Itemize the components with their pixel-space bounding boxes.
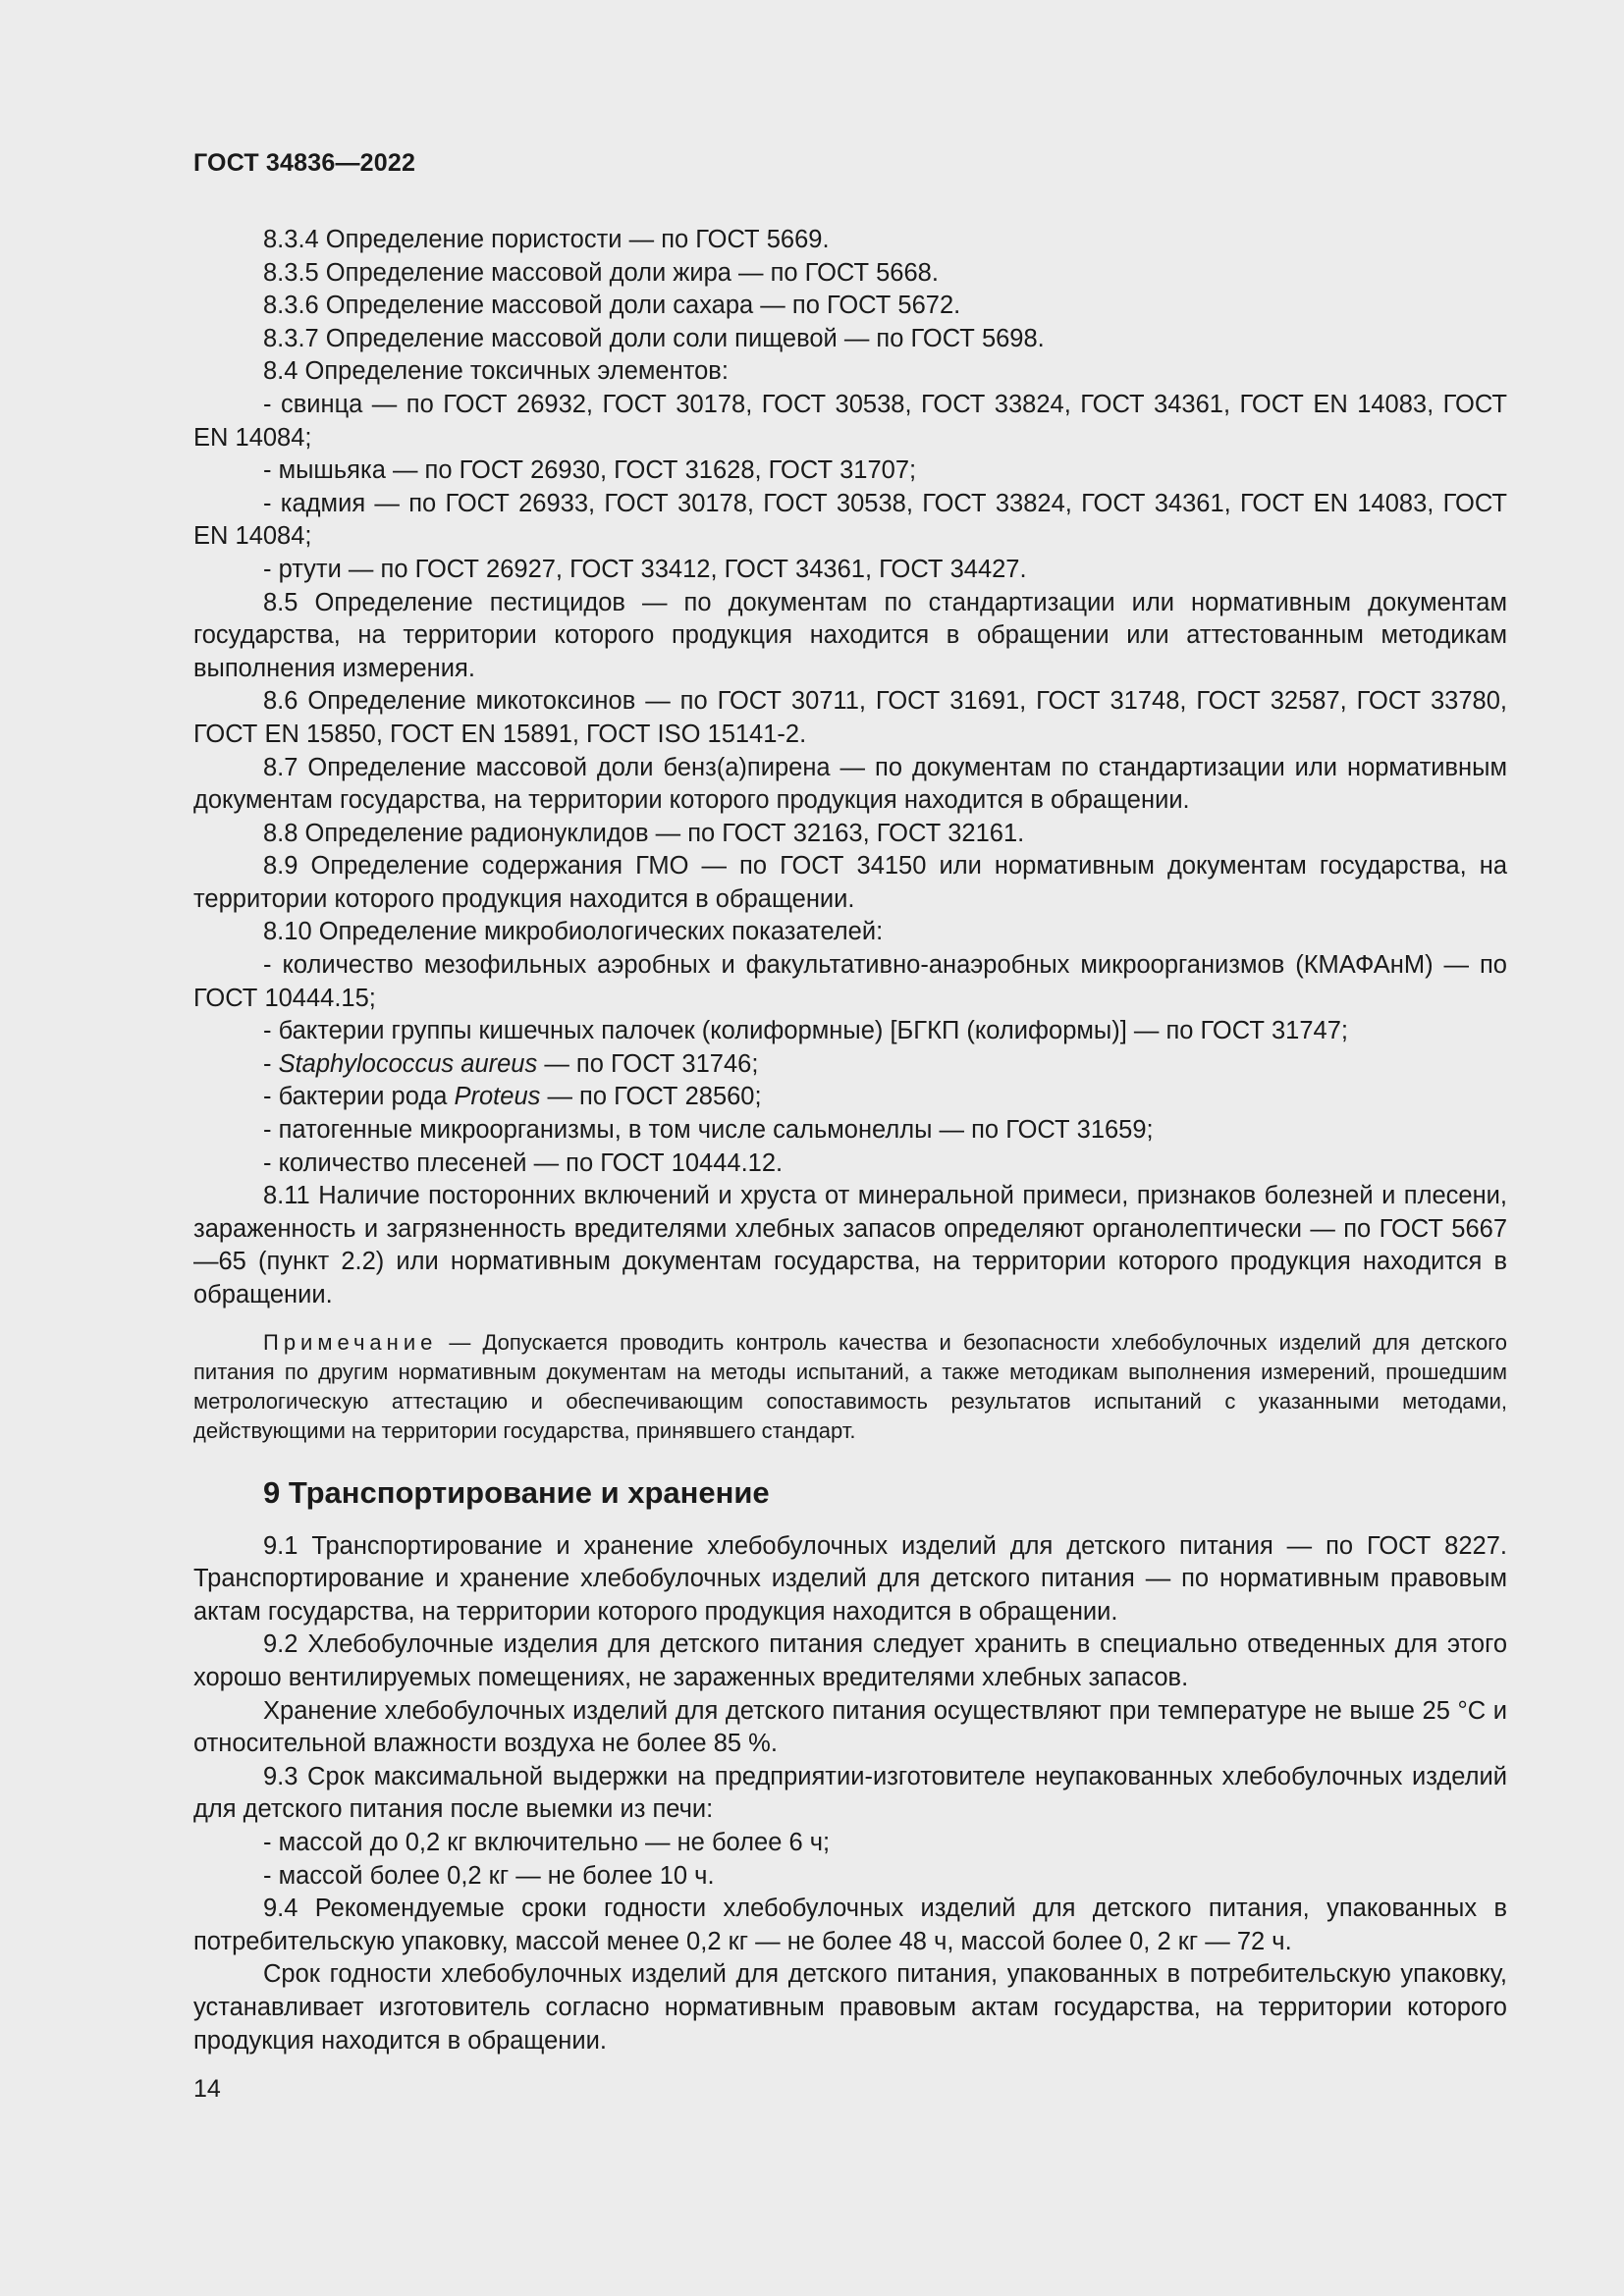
list-item-mass-under: - массой до 0,2 кг включительно — не более 6 ч; xyxy=(263,1828,831,1856)
clause-8-3-7: 8.3.7 Определение массовой доли соли пищевой — по ГОСТ 5698. xyxy=(263,324,1045,352)
list-item-kmafanm: - количество мезофильных аэробных и факультативно-анаэробных микроорганизмов (КМАФАнМ) — по ГОСТ 10444.15; xyxy=(193,951,1507,1012)
clause-8-7: 8.7 Определение массовой доли бенз(а)пирена — по документам по стандартизации или нормативным документам государства, на территории которого продукция находится в обращении. xyxy=(193,753,1507,815)
list-item-mercury: - ртути — по ГОСТ 26927, ГОСТ 33412, ГОСТ 34361, ГОСТ 34427. xyxy=(263,555,1027,583)
clause-8-4: 8.4 Определение токсичных элементов: xyxy=(263,357,729,386)
section-9-title: 9 Транспортирование и хранение xyxy=(263,1474,770,1510)
clause-9-2: 9.2 Хлебобулочные изделия для детского питания следует хранить в специально отведенных для этого хорошо вентилируемых помещениях, не зараженных вредителями хлебных запасов. xyxy=(193,1630,1507,1691)
clause-8-8: 8.8 Определение радионуклидов — по ГОСТ 32163, ГОСТ 32161. xyxy=(263,819,1025,847)
list-item-lead: - свинца — по ГОСТ 26932, ГОСТ 30178, ГОСТ 30538, ГОСТ 33824, ГОСТ 34361, ГОСТ EN 14083, ГОСТ EN 14084; xyxy=(193,390,1507,452)
shelf-life-note: Срок годности хлебобулочных изделий для детского питания, упакованных в потребительскую упаковку, устанавливает изготовитель согласно нормативным правовым актам государства, на территории которого продукция находится в обращении. xyxy=(193,1960,1507,2055)
list-item-mass-over: - массой более 0,2 кг — не более 10 ч. xyxy=(263,1861,715,1890)
list-item-proteus: - бактерии рода Proteus — по ГОСТ 28560; xyxy=(263,1083,762,1111)
list-item-arsenic: - мышьяка — по ГОСТ 26930, ГОСТ 31628, ГОСТ 31707; xyxy=(263,456,917,485)
list-item-cadmium: - кадмия — по ГОСТ 26933, ГОСТ 30178, ГОСТ 30538, ГОСТ 33824, ГОСТ 34361, ГОСТ EN 14083, ГОСТ EN 14084; xyxy=(193,489,1507,551)
note-label: Примечание xyxy=(263,1329,438,1355)
clause-8-3-5: 8.3.5 Определение массовой доли жира — по ГОСТ 5668. xyxy=(263,258,939,287)
clause-9-4: 9.4 Рекомендуемые сроки годности хлебобулочных изделий для детского питания, упакованных в потребительскую упаковку, массой менее 0,2 кг — не более 48 ч, массой более 0, 2 кг — 72 ч. xyxy=(193,1895,1507,1955)
clause-8-5: 8.5 Определение пестицидов — по документам по стандартизации или нормативным документам государства, на территории которого продукция находится в обращении или аттестованным методикам выполнения измерения. xyxy=(193,588,1507,682)
clause-8-11: 8.11 Наличие посторонних включений и хруста от минеральной примеси, признаков болезней и плесени, зараженность и загрязненность вредителями хлебных запасов определяют органолептически — по ГОСТ 5667—65 (пункт 2.2) или нормативным документам государства, на территории которого продукция находится в обращении. xyxy=(193,1182,1507,1308)
clause-9-1: 9.1 Транспортирование и хранение хлебобулочных изделий для детского питания — по ГОСТ 8227. Транспортирование и хранение хлебобулочных изделий для детского питания — по нормативным правовым актам государства, на территории которого продукция находится в обращении. xyxy=(193,1531,1507,1626)
clause-8-3-4: 8.3.4 Определение пористости — по ГОСТ 5669. xyxy=(263,226,830,253)
list-item-molds: - количество плесеней — по ГОСТ 10444.12. xyxy=(263,1148,784,1177)
list-item-staphylococcus: - Staphylococcus aureus — по ГОСТ 31746; xyxy=(263,1049,759,1078)
clause-8-6: 8.6 Определение микотоксинов — по ГОСТ 30711, ГОСТ 31691, ГОСТ 31748, ГОСТ 32587, ГОСТ 33780, ГОСТ EN 15850, ГОСТ EN 15891, ГОСТ ISO 15141-2. xyxy=(193,687,1507,748)
page-number: 14 xyxy=(193,2075,221,2103)
clause-8-10: 8.10 Определение микробиологических показателей: xyxy=(263,918,884,946)
clause-9-3: 9.3 Срок максимальной выдержки на предприятии-изготовителе неупакованных хлебобулочных изделий для детского питания после выемки из печи: xyxy=(193,1762,1507,1824)
page-content xyxy=(193,224,1507,2057)
clause-8-3-6: 8.3.6 Определение массовой доли сахара — по ГОСТ 5672. xyxy=(263,292,961,320)
note-text: — Допускается проводить контроль качества и безопасности хлебобулочных изделий для детского питания по другим нормативным документам на методы испытаний, а также методикам выполнения измерений, прошедшим метрологическую аттестацию и обеспечивающим сопоставимость результатов испытаний с указанными методами, действующими на территории государства, принявшего стандарт. xyxy=(193,1329,1507,1443)
list-item-pathogens: - патогенные микроорганизмы, в том числе сальмонеллы — по ГОСТ 31659; xyxy=(263,1116,1154,1145)
list-item-bgkp: - бактерии группы кишечных палочек (колиформные) [БГКП (колиформы)] — по ГОСТ 31747; xyxy=(263,1017,1348,1045)
document-header: ГОСТ 34836—2022 xyxy=(193,149,416,177)
storage-conditions: Хранение хлебобулочных изделий для детского питания осуществляют при температуре не выше 25 °С и относительной влажности воздуха не более 85 %. xyxy=(193,1696,1507,1758)
clause-8-9: 8.9 Определение содержания ГМО — по ГОСТ 34150 или нормативным документам государства, на территории которого продукция находится в обращении. xyxy=(193,852,1507,913)
note-block xyxy=(193,1328,1507,1446)
